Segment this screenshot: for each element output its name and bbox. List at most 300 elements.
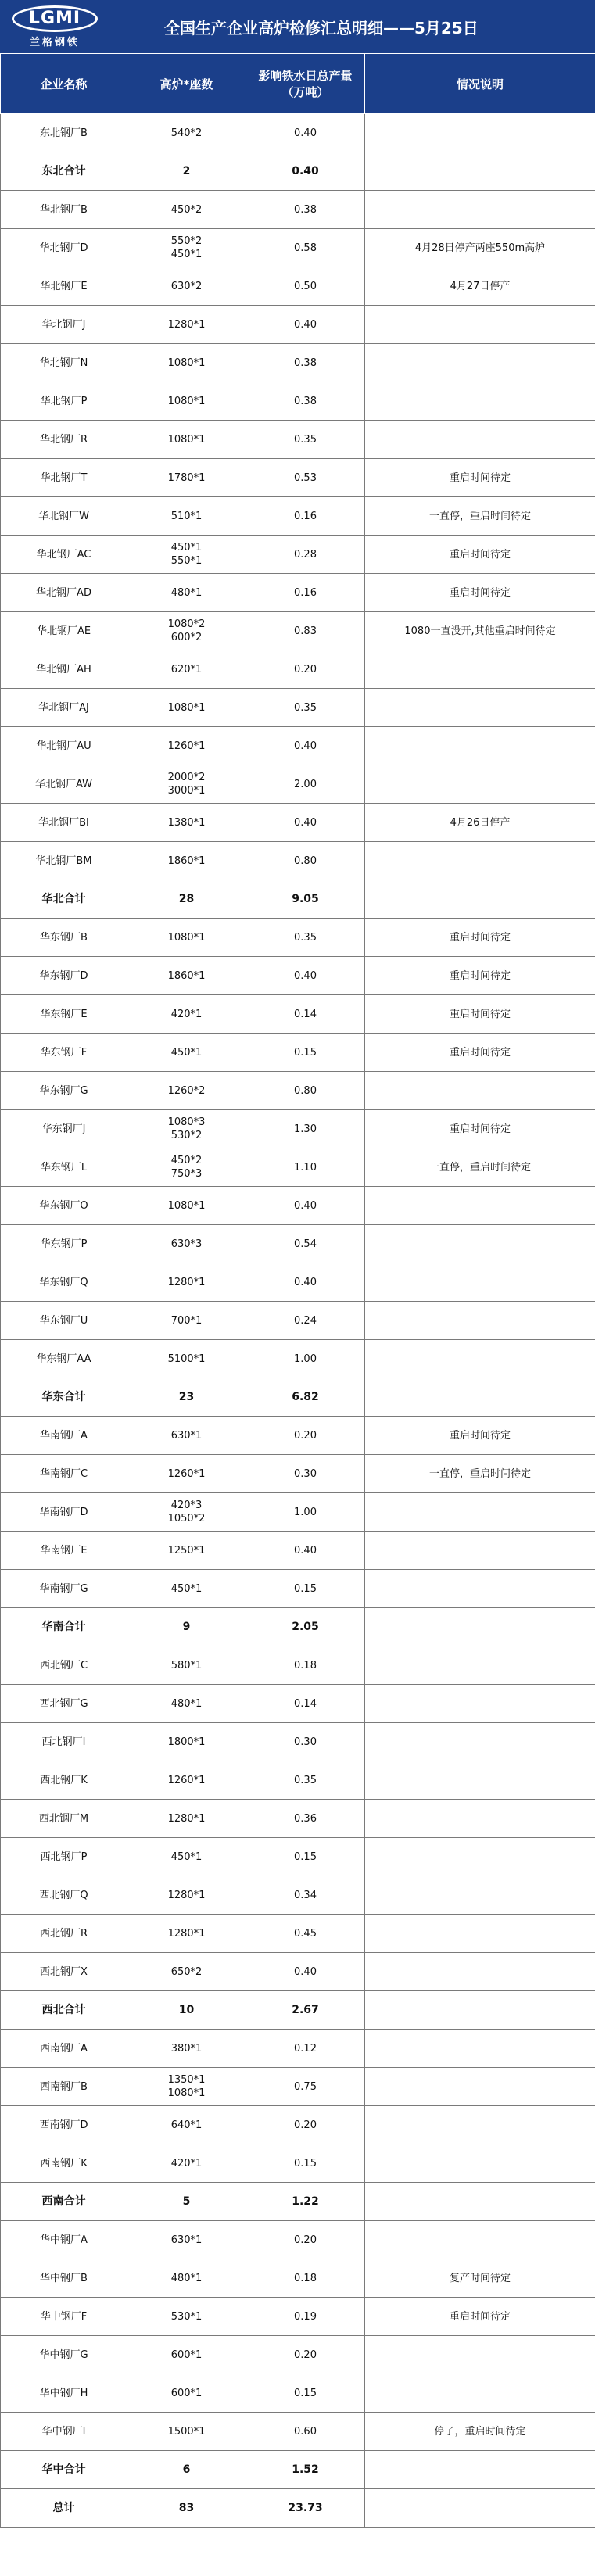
output-cell: 0.54 bbox=[246, 1225, 365, 1263]
output-cell: 0.40 bbox=[246, 957, 365, 995]
output-cell: 0.38 bbox=[246, 382, 365, 421]
output-cell: 0.12 bbox=[246, 2030, 365, 2068]
note-cell: 一直停，重启时间待定 bbox=[365, 497, 595, 536]
output-cell: 0.45 bbox=[246, 1915, 365, 1953]
output-cell: 0.36 bbox=[246, 1800, 365, 1838]
output-cell: 0.40 bbox=[246, 804, 365, 842]
table-row bbox=[1, 1225, 595, 1263]
company-cell: 西南钢厂K bbox=[1, 2144, 127, 2183]
furnace-cell: 5100*1 bbox=[127, 1340, 246, 1378]
furnace-cell: 450*2 bbox=[127, 191, 246, 229]
company-cell: 华北钢厂AU bbox=[1, 727, 127, 765]
note-cell bbox=[365, 1570, 595, 1608]
output-cell: 0.35 bbox=[246, 689, 365, 727]
furnace-cell: 1080*2 600*2 bbox=[127, 612, 246, 650]
output-cell: 0.15 bbox=[246, 1570, 365, 1608]
furnace-cell: 1260*1 bbox=[127, 727, 246, 765]
company-cell: 华中钢厂I bbox=[1, 2413, 127, 2451]
note-cell bbox=[365, 1263, 595, 1302]
output-cell: 0.24 bbox=[246, 1302, 365, 1340]
output-cell: 1.30 bbox=[246, 1110, 365, 1148]
output-cell: 1.00 bbox=[246, 1340, 365, 1378]
note-cell bbox=[365, 2068, 595, 2106]
table-row-subtotal bbox=[1, 2489, 595, 2528]
output-cell: 0.58 bbox=[246, 229, 365, 267]
company-cell: 华东钢厂P bbox=[1, 1225, 127, 1263]
output-cell: 0.18 bbox=[246, 1646, 365, 1685]
company-cell: 华东钢厂O bbox=[1, 1187, 127, 1225]
output-cell: 0.20 bbox=[246, 650, 365, 689]
furnace-cell: 480*1 bbox=[127, 574, 246, 612]
table-row bbox=[1, 2221, 595, 2259]
output-cell: 9.05 bbox=[246, 880, 365, 919]
company-cell: 西北钢厂R bbox=[1, 1915, 127, 1953]
output-cell: 0.40 bbox=[246, 1187, 365, 1225]
furnace-cell: 1800*1 bbox=[127, 1723, 246, 1761]
furnace-cell: 630*1 bbox=[127, 1417, 246, 1455]
output-cell: 2.67 bbox=[246, 1991, 365, 2030]
output-cell: 0.20 bbox=[246, 2336, 365, 2374]
furnace-cell: 23 bbox=[127, 1378, 246, 1417]
furnace-cell: 480*1 bbox=[127, 1685, 246, 1723]
furnace-cell: 420*3 1050*2 bbox=[127, 1493, 246, 1532]
output-cell: 23.73 bbox=[246, 2489, 365, 2528]
company-cell: 西南钢厂B bbox=[1, 2068, 127, 2106]
output-cell: 0.80 bbox=[246, 1072, 365, 1110]
note-cell: 重启时间待定 bbox=[365, 957, 595, 995]
company-cell: 华南钢厂C bbox=[1, 1455, 127, 1493]
company-cell: 华东钢厂L bbox=[1, 1148, 127, 1187]
table-row bbox=[1, 421, 595, 459]
table-row bbox=[1, 1685, 595, 1723]
note-cell bbox=[365, 1991, 595, 2030]
company-cell: 华北钢厂E bbox=[1, 267, 127, 306]
table-row bbox=[1, 1953, 595, 1991]
output-cell: 0.18 bbox=[246, 2259, 365, 2298]
table-header-row bbox=[1, 54, 595, 114]
company-cell: 华东合计 bbox=[1, 1378, 127, 1417]
note-cell bbox=[365, 765, 595, 804]
output-cell: 0.20 bbox=[246, 1417, 365, 1455]
table-row bbox=[1, 1417, 595, 1455]
output-cell: 2.00 bbox=[246, 765, 365, 804]
output-cell: 0.35 bbox=[246, 421, 365, 459]
company-cell: 西南钢厂A bbox=[1, 2030, 127, 2068]
output-cell: 0.14 bbox=[246, 995, 365, 1034]
company-cell: 华东钢厂AA bbox=[1, 1340, 127, 1378]
output-cell: 0.40 bbox=[246, 114, 365, 152]
furnace-cell: 1500*1 bbox=[127, 2413, 246, 2451]
note-cell: 重启时间待定 bbox=[365, 2298, 595, 2336]
table-row bbox=[1, 1646, 595, 1685]
table-row bbox=[1, 2413, 595, 2451]
note-cell bbox=[365, 1340, 595, 1378]
company-cell: 总计 bbox=[1, 2489, 127, 2528]
note-cell bbox=[365, 382, 595, 421]
note-cell: 1080一直没开,其他重启时间待定 bbox=[365, 612, 595, 650]
output-cell: 6.82 bbox=[246, 1378, 365, 1417]
furnace-cell: 550*2 450*1 bbox=[127, 229, 246, 267]
table-row bbox=[1, 2374, 595, 2413]
table-row bbox=[1, 650, 595, 689]
table-row bbox=[1, 689, 595, 727]
table-row-subtotal bbox=[1, 880, 595, 919]
note-cell bbox=[365, 1761, 595, 1800]
furnace-cell: 630*1 bbox=[127, 2221, 246, 2259]
note-cell bbox=[365, 2451, 595, 2489]
table-row bbox=[1, 1570, 595, 1608]
furnace-cell: 1080*3 530*2 bbox=[127, 1110, 246, 1148]
note-cell: 重启时间待定 bbox=[365, 1034, 595, 1072]
table-row bbox=[1, 1800, 595, 1838]
furnace-cell: 1860*1 bbox=[127, 842, 246, 880]
note-cell bbox=[365, 1646, 595, 1685]
note-cell bbox=[365, 2030, 595, 2068]
furnace-cell: 1080*1 bbox=[127, 344, 246, 382]
table-row bbox=[1, 2106, 595, 2144]
note-cell bbox=[365, 1608, 595, 1646]
table-row bbox=[1, 2336, 595, 2374]
furnace-cell: 9 bbox=[127, 1608, 246, 1646]
furnace-cell: 630*3 bbox=[127, 1225, 246, 1263]
output-cell: 0.40 bbox=[246, 1953, 365, 1991]
note-cell bbox=[365, 152, 595, 191]
company-cell: 华中钢厂B bbox=[1, 2259, 127, 2298]
table-row bbox=[1, 1187, 595, 1225]
note-cell: 重启时间待定 bbox=[365, 995, 595, 1034]
output-cell: 0.35 bbox=[246, 1761, 365, 1800]
output-cell: 0.20 bbox=[246, 2106, 365, 2144]
company-cell: 西南合计 bbox=[1, 2183, 127, 2221]
furnace-cell: 1080*1 bbox=[127, 919, 246, 957]
output-cell: 0.40 bbox=[246, 727, 365, 765]
furnace-cell: 650*2 bbox=[127, 1953, 246, 1991]
note-cell: 重启时间待定 bbox=[365, 1417, 595, 1455]
company-cell: 西北钢厂P bbox=[1, 1838, 127, 1876]
company-cell: 华北钢厂T bbox=[1, 459, 127, 497]
table-row bbox=[1, 306, 595, 344]
furnace-cell: 1080*1 bbox=[127, 1187, 246, 1225]
note-cell bbox=[365, 1915, 595, 1953]
furnace-cell: 450*2 750*3 bbox=[127, 1148, 246, 1187]
output-cell: 0.15 bbox=[246, 1838, 365, 1876]
company-cell: 华北钢厂J bbox=[1, 306, 127, 344]
table-row bbox=[1, 957, 595, 995]
company-cell: 华北钢厂BI bbox=[1, 804, 127, 842]
logo-text: 兰格钢铁 bbox=[29, 36, 80, 48]
table-body bbox=[1, 114, 595, 2528]
table-row-subtotal bbox=[1, 2451, 595, 2489]
note-cell: 4月28日停产两座550m高炉 bbox=[365, 229, 595, 267]
furnace-cell: 28 bbox=[127, 880, 246, 919]
company-cell: 华东钢厂J bbox=[1, 1110, 127, 1148]
output-cell: 2.05 bbox=[246, 1608, 365, 1646]
note-cell bbox=[365, 2144, 595, 2183]
company-cell: 华中钢厂F bbox=[1, 2298, 127, 2336]
note-cell: 停了，重启时间待定 bbox=[365, 2413, 595, 2451]
table-row bbox=[1, 1034, 595, 1072]
table-row-subtotal bbox=[1, 1608, 595, 1646]
company-cell: 华北钢厂D bbox=[1, 229, 127, 267]
table-row bbox=[1, 267, 595, 306]
table-row bbox=[1, 344, 595, 382]
company-logo bbox=[0, 0, 109, 53]
table-row bbox=[1, 1263, 595, 1302]
furnace-cell: 620*1 bbox=[127, 650, 246, 689]
table-row bbox=[1, 459, 595, 497]
company-cell: 华北钢厂W bbox=[1, 497, 127, 536]
company-cell: 西北钢厂K bbox=[1, 1761, 127, 1800]
company-cell: 华北钢厂AW bbox=[1, 765, 127, 804]
note-cell: 重启时间待定 bbox=[365, 459, 595, 497]
furnace-cell: 1080*1 bbox=[127, 382, 246, 421]
output-cell: 0.34 bbox=[246, 1876, 365, 1915]
table-row bbox=[1, 1838, 595, 1876]
furnace-cell: 1080*1 bbox=[127, 421, 246, 459]
company-cell: 华东钢厂D bbox=[1, 957, 127, 995]
output-cell: 1.52 bbox=[246, 2451, 365, 2489]
note-cell: 重启时间待定 bbox=[365, 1110, 595, 1148]
furnace-cell: 510*1 bbox=[127, 497, 246, 536]
company-cell: 华北钢厂P bbox=[1, 382, 127, 421]
furnace-cell: 1260*1 bbox=[127, 1455, 246, 1493]
table-row bbox=[1, 497, 595, 536]
column-header-company: 企业名称 bbox=[1, 54, 127, 114]
table-row bbox=[1, 1493, 595, 1532]
table-row bbox=[1, 2030, 595, 2068]
furnace-cell: 530*1 bbox=[127, 2298, 246, 2336]
furnace-cell: 630*2 bbox=[127, 267, 246, 306]
company-cell: 华东钢厂Q bbox=[1, 1263, 127, 1302]
company-cell: 华北钢厂R bbox=[1, 421, 127, 459]
furnace-cell: 450*1 bbox=[127, 1838, 246, 1876]
company-cell: 华东钢厂G bbox=[1, 1072, 127, 1110]
table-row bbox=[1, 765, 595, 804]
output-cell: 0.35 bbox=[246, 919, 365, 957]
company-cell: 华北钢厂AD bbox=[1, 574, 127, 612]
note-cell bbox=[365, 880, 595, 919]
furnace-cell: 380*1 bbox=[127, 2030, 246, 2068]
output-cell: 0.20 bbox=[246, 2221, 365, 2259]
output-cell: 0.38 bbox=[246, 344, 365, 382]
company-cell: 华中钢厂G bbox=[1, 2336, 127, 2374]
note-cell bbox=[365, 1800, 595, 1838]
table-row bbox=[1, 229, 595, 267]
page-header bbox=[0, 0, 595, 53]
note-cell: 复产时间待定 bbox=[365, 2259, 595, 2298]
logo-mark: LGMI bbox=[12, 5, 98, 32]
output-cell: 0.53 bbox=[246, 459, 365, 497]
company-cell: 华中钢厂A bbox=[1, 2221, 127, 2259]
furnace-maintenance-table bbox=[0, 53, 595, 2528]
note-cell bbox=[365, 1532, 595, 1570]
note-cell: 一直停，重启时间待定 bbox=[365, 1455, 595, 1493]
company-cell: 华南合计 bbox=[1, 1608, 127, 1646]
note-cell: 4月26日停产 bbox=[365, 804, 595, 842]
table-row bbox=[1, 1340, 595, 1378]
note-cell bbox=[365, 1953, 595, 1991]
note-cell bbox=[365, 1723, 595, 1761]
output-cell: 0.19 bbox=[246, 2298, 365, 2336]
table-row bbox=[1, 1148, 595, 1187]
furnace-cell: 450*1 bbox=[127, 1034, 246, 1072]
furnace-cell: 450*1 bbox=[127, 1570, 246, 1608]
output-cell: 1.10 bbox=[246, 1148, 365, 1187]
furnace-cell: 2 bbox=[127, 152, 246, 191]
company-cell: 华北钢厂AE bbox=[1, 612, 127, 650]
table-row bbox=[1, 1302, 595, 1340]
company-cell: 东北钢厂B bbox=[1, 114, 127, 152]
furnace-cell: 1280*1 bbox=[127, 1800, 246, 1838]
note-cell bbox=[365, 1493, 595, 1532]
output-cell: 1.22 bbox=[246, 2183, 365, 2221]
note-cell bbox=[365, 727, 595, 765]
table-row-subtotal bbox=[1, 2183, 595, 2221]
company-cell: 华北钢厂N bbox=[1, 344, 127, 382]
furnace-cell: 1260*1 bbox=[127, 1761, 246, 1800]
furnace-cell: 700*1 bbox=[127, 1302, 246, 1340]
company-cell: 华东钢厂U bbox=[1, 1302, 127, 1340]
company-cell: 华南钢厂G bbox=[1, 1570, 127, 1608]
output-cell: 0.83 bbox=[246, 612, 365, 650]
company-cell: 西北钢厂I bbox=[1, 1723, 127, 1761]
furnace-cell: 540*2 bbox=[127, 114, 246, 152]
company-cell: 华北钢厂B bbox=[1, 191, 127, 229]
table-row bbox=[1, 382, 595, 421]
note-cell bbox=[365, 2374, 595, 2413]
note-cell bbox=[365, 306, 595, 344]
note-cell bbox=[365, 2336, 595, 2374]
note-cell bbox=[365, 689, 595, 727]
table-row bbox=[1, 114, 595, 152]
note-cell bbox=[365, 421, 595, 459]
company-cell: 西北钢厂M bbox=[1, 1800, 127, 1838]
page-title: 全国生产企业高炉检修汇总明细——5月25日 bbox=[164, 18, 479, 38]
table-row bbox=[1, 1876, 595, 1915]
column-header-note: 情况说明 bbox=[365, 54, 595, 114]
furnace-cell: 1280*1 bbox=[127, 1876, 246, 1915]
furnace-cell: 1250*1 bbox=[127, 1532, 246, 1570]
furnace-cell: 600*1 bbox=[127, 2374, 246, 2413]
note-cell: 4月27日停产 bbox=[365, 267, 595, 306]
note-cell bbox=[365, 1072, 595, 1110]
company-cell: 华南钢厂A bbox=[1, 1417, 127, 1455]
company-cell: 西北钢厂C bbox=[1, 1646, 127, 1685]
column-header-output: 影响铁水日总产量（万吨） bbox=[246, 54, 365, 114]
company-cell: 华南钢厂E bbox=[1, 1532, 127, 1570]
note-cell bbox=[365, 1378, 595, 1417]
note-cell bbox=[365, 2183, 595, 2221]
furnace-cell: 450*1 550*1 bbox=[127, 536, 246, 574]
note-cell: 重启时间待定 bbox=[365, 919, 595, 957]
furnace-cell: 1860*1 bbox=[127, 957, 246, 995]
company-cell: 华北钢厂BM bbox=[1, 842, 127, 880]
furnace-cell: 480*1 bbox=[127, 2259, 246, 2298]
output-cell: 0.50 bbox=[246, 267, 365, 306]
note-cell: 一直停，重启时间待定 bbox=[365, 1148, 595, 1187]
note-cell bbox=[365, 114, 595, 152]
note-cell bbox=[365, 1302, 595, 1340]
note-cell bbox=[365, 1187, 595, 1225]
table-row bbox=[1, 995, 595, 1034]
company-cell: 华北合计 bbox=[1, 880, 127, 919]
furnace-cell: 640*1 bbox=[127, 2106, 246, 2144]
table-row bbox=[1, 2068, 595, 2106]
furnace-cell: 600*1 bbox=[127, 2336, 246, 2374]
table-row bbox=[1, 191, 595, 229]
output-cell: 0.30 bbox=[246, 1455, 365, 1493]
furnace-cell: 1280*1 bbox=[127, 306, 246, 344]
furnace-cell: 420*1 bbox=[127, 995, 246, 1034]
note-cell bbox=[365, 650, 595, 689]
table-row-subtotal bbox=[1, 1378, 595, 1417]
table-row bbox=[1, 1110, 595, 1148]
table-row bbox=[1, 2298, 595, 2336]
table-row bbox=[1, 1072, 595, 1110]
company-cell: 东北合计 bbox=[1, 152, 127, 191]
company-cell: 西北合计 bbox=[1, 1991, 127, 2030]
company-cell: 华中合计 bbox=[1, 2451, 127, 2489]
output-cell: 0.38 bbox=[246, 191, 365, 229]
furnace-cell: 2000*2 3000*1 bbox=[127, 765, 246, 804]
furnace-cell: 1780*1 bbox=[127, 459, 246, 497]
output-cell: 0.15 bbox=[246, 2374, 365, 2413]
note-cell bbox=[365, 1838, 595, 1876]
table-row bbox=[1, 2259, 595, 2298]
company-cell: 华北钢厂AJ bbox=[1, 689, 127, 727]
output-cell: 0.60 bbox=[246, 2413, 365, 2451]
table-row bbox=[1, 1761, 595, 1800]
output-cell: 0.80 bbox=[246, 842, 365, 880]
output-cell: 0.15 bbox=[246, 1034, 365, 1072]
output-cell: 0.30 bbox=[246, 1723, 365, 1761]
note-cell bbox=[365, 1876, 595, 1915]
output-cell: 1.00 bbox=[246, 1493, 365, 1532]
output-cell: 0.40 bbox=[246, 1263, 365, 1302]
company-cell: 华中钢厂H bbox=[1, 2374, 127, 2413]
company-cell: 西北钢厂Q bbox=[1, 1876, 127, 1915]
furnace-cell: 1260*2 bbox=[127, 1072, 246, 1110]
table-row-subtotal bbox=[1, 1991, 595, 2030]
company-cell: 西北钢厂X bbox=[1, 1953, 127, 1991]
table-row bbox=[1, 1915, 595, 1953]
output-cell: 0.75 bbox=[246, 2068, 365, 2106]
output-cell: 0.40 bbox=[246, 1532, 365, 1570]
furnace-cell: 1280*1 bbox=[127, 1915, 246, 1953]
output-cell: 0.16 bbox=[246, 497, 365, 536]
output-cell: 0.28 bbox=[246, 536, 365, 574]
company-cell: 华东钢厂E bbox=[1, 995, 127, 1034]
note-cell bbox=[365, 1225, 595, 1263]
company-cell: 西北钢厂G bbox=[1, 1685, 127, 1723]
note-cell bbox=[365, 191, 595, 229]
furnace-cell: 1080*1 bbox=[127, 689, 246, 727]
furnace-cell: 1280*1 bbox=[127, 1263, 246, 1302]
column-header-furnace: 高炉*座数 bbox=[127, 54, 246, 114]
output-cell: 0.40 bbox=[246, 306, 365, 344]
table-row-subtotal bbox=[1, 152, 595, 191]
furnace-cell: 6 bbox=[127, 2451, 246, 2489]
output-cell: 0.16 bbox=[246, 574, 365, 612]
table-row bbox=[1, 842, 595, 880]
company-cell: 西南钢厂D bbox=[1, 2106, 127, 2144]
company-cell: 华南钢厂D bbox=[1, 1493, 127, 1532]
note-cell bbox=[365, 2489, 595, 2528]
company-cell: 华北钢厂AC bbox=[1, 536, 127, 574]
note-cell bbox=[365, 2221, 595, 2259]
note-cell bbox=[365, 2106, 595, 2144]
note-cell: 重启时间待定 bbox=[365, 536, 595, 574]
